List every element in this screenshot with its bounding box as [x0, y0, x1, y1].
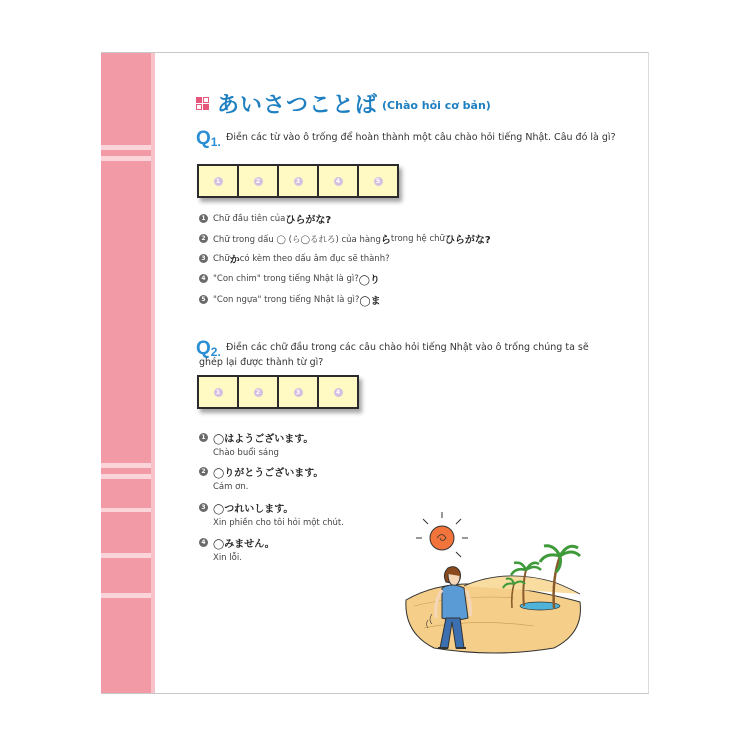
q1-label: $Q_{1.}$ [196, 128, 221, 149]
answer-box[interactable] [319, 377, 357, 407]
box-number: 3 [294, 388, 303, 397]
section-title [196, 88, 491, 119]
q1-hint: 4 "Con chim" trong tiếng Nhật là gì? ◯り [199, 271, 380, 286]
title-sub: (Chào hỏi cơ bản) [382, 99, 491, 112]
box-number: 4 [334, 177, 343, 186]
answer-box[interactable] [279, 377, 319, 407]
answer-box[interactable] [279, 166, 319, 196]
q2-answer-boxes [197, 375, 359, 409]
q2-greeting: 1 ◯はようございます。 Chào buổi sáng [199, 430, 313, 458]
q2-greeting: 3 ◯つれいします。 Xin phiền cho tôi hỏi một chút. [199, 500, 344, 528]
box-number: 1 [214, 177, 223, 186]
desert-illustration [404, 508, 584, 658]
box-number: 4 [334, 388, 343, 397]
q1-answer-boxes [197, 164, 399, 198]
q2-label: $Q_{2.}$ [196, 338, 221, 359]
q1-question: Điền các từ vào ô trống để hoàn thành một câu chào hỏi tiếng Nhật. Câu đó là gì? [226, 132, 616, 143]
q2-question-cont: ghép lại được thành từ gì? [199, 357, 324, 368]
q1-hint: 2 Chữ trong dấu ◯ (ら◯るれろ) của hàng ら trong hệ chữ ひらがな? [199, 231, 491, 246]
box-number: 2 [254, 388, 263, 397]
box-number: 1 [214, 388, 223, 397]
answer-box[interactable] [199, 377, 239, 407]
title-main: あいさつことば [217, 93, 379, 118]
answer-box[interactable] [359, 166, 397, 196]
side-stripe-bar [101, 53, 155, 693]
q1-hint: 5 "Con ngựa" trong tiếng Nhật là gì? ◯ま [199, 292, 381, 307]
answer-box[interactable] [199, 166, 239, 196]
answer-box[interactable] [239, 377, 279, 407]
q2-question: Điền các chữ đầu trong các câu chào hỏi tiếng Nhật vào ô trống chúng ta sẽ [226, 342, 589, 353]
box-number: 5 [374, 177, 383, 186]
q2-greeting: 4 ◯みません。 Xin lỗi. [199, 535, 275, 563]
answer-box[interactable] [319, 166, 359, 196]
box-number: 2 [254, 177, 263, 186]
q1-hint: 3 Chữ か có kèm theo dấu âm đục sẽ thành? [199, 251, 390, 266]
answer-box[interactable] [239, 166, 279, 196]
q1-hint: 1 Chữ đầu tiên của ひらがな? [199, 211, 331, 226]
checker-square-icon [196, 97, 210, 111]
box-number: 3 [294, 177, 303, 186]
q2-greeting: 2 ◯りがとうございます。 Cám ơn. [199, 464, 323, 492]
sun-icon [416, 512, 468, 557]
